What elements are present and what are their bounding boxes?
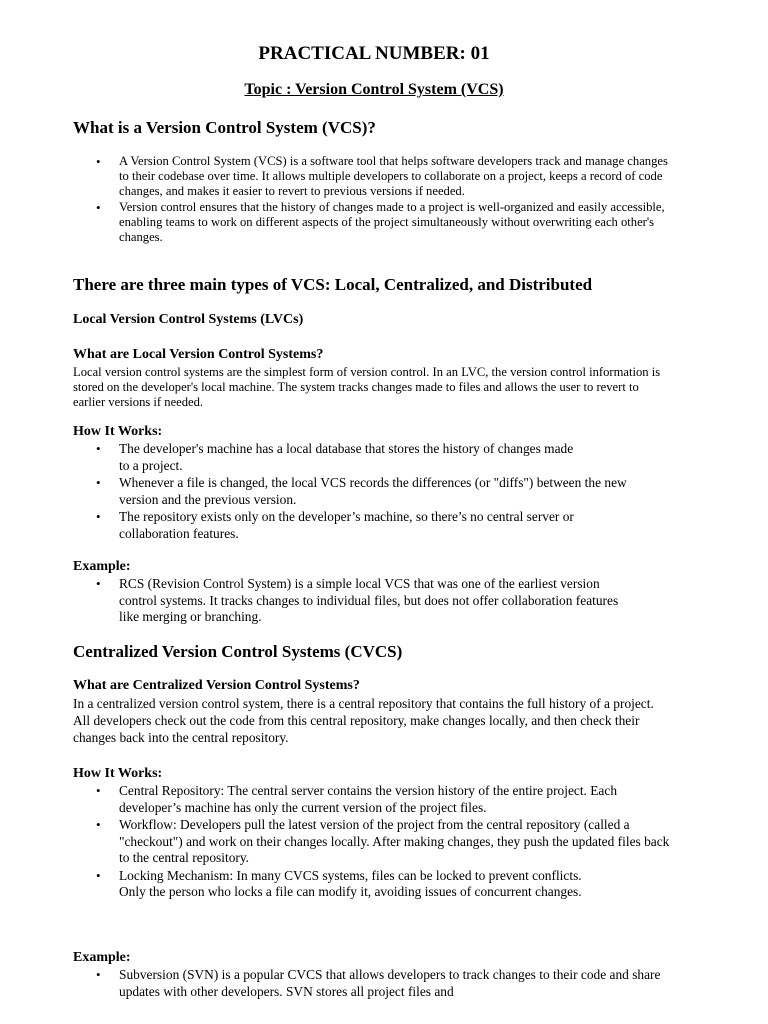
local-example-list xyxy=(73,576,633,627)
centralized-how-list xyxy=(73,783,673,902)
list-item: • Version control ensures that the history of changes made to a project is well-organized and easily accessible, enabling teams to work on different aspects of the project simultaneously without overwriting each other's changes. xyxy=(73,200,673,245)
local-vcs-heading: Local Version Control Systems (LVCs) xyxy=(73,312,304,327)
centralized-what-text: In a centralized version control system, there is a central repository that contains the full history of a project. All developers check out the code from this central repository, make changes locally, and then check their changes back into the central repository. xyxy=(73,696,654,745)
list-item: • Subversion (SVN) is a popular CVCS that allows developers to track changes to their code and share updates with other developers. SVN stores all project files and xyxy=(73,967,663,1000)
local-how-list xyxy=(73,441,633,543)
topic-title: Topic : Version Control System (VCS) xyxy=(244,81,504,98)
list-item: • RCS (Revision Control System) is a simple local VCS that was one of the earliest version control systems. It tracks changes to individual files, but does not offer collaboration features like merging or branching. xyxy=(73,576,633,626)
list-item: • Workflow: Developers pull the latest version of the project from the central repository (called a "checkout") and work on their changes locally. After making changes, they push the updated files back to the central repository. xyxy=(73,817,673,867)
what-is-vcs-heading: What is a Version Control System (VCS)? xyxy=(73,118,376,137)
local-example-heading: Example: xyxy=(73,559,131,574)
local-how-heading: How It Works: xyxy=(73,424,163,439)
centralized-example-list xyxy=(73,967,663,1001)
local-what-text: Local version control systems are the simplest form of version control. In an LVC, the version control information is stored on the developer's local machine. The system tracks changes made to files and allows the user to revert to earlier versions if needed. xyxy=(73,365,661,409)
practical-title: PRACTICAL NUMBER: 01 xyxy=(258,43,490,64)
what-is-vcs-list xyxy=(73,154,673,246)
list-item: • Whenever a file is changed, the local VCS records the differences (or "diffs") between the new version and the previous version. xyxy=(73,475,633,508)
centralized-example-heading: Example: xyxy=(73,950,131,965)
centralized-vcs-heading: Centralized Version Control Systems (CVCS) xyxy=(73,642,403,661)
list-item: • A Version Control System (VCS) is a software tool that helps software developers track and manage changes to their codebase over time. It allows multiple developers to collaborate on a project, keeps a record of code changes, and makes it easier to revert to previous versions if needed. xyxy=(73,154,673,199)
list-item: • The repository exists only on the developer’s machine, so there’s no central server or collaboration features. xyxy=(73,509,633,542)
centralized-what-heading: What are Centralized Version Control Systems? xyxy=(73,678,360,693)
list-item: • Central Repository: The central server contains the version history of the entire project. Each developer’s machine has only the current version of the project files. xyxy=(73,783,673,816)
local-what-heading: What are Local Version Control Systems? xyxy=(73,347,324,362)
centralized-how-heading: How It Works: xyxy=(73,766,163,781)
vcs-types-heading: There are three main types of VCS: Local, Centralized, and Distributed xyxy=(73,275,593,294)
list-item: • The developer's machine has a local database that stores the history of changes made to a project. xyxy=(73,441,579,474)
list-item: • Locking Mechanism: In many CVCS systems, files can be locked to prevent conflicts. Only the person who locks a file can modify it, avoiding issues of concurrent changes. xyxy=(73,868,589,901)
